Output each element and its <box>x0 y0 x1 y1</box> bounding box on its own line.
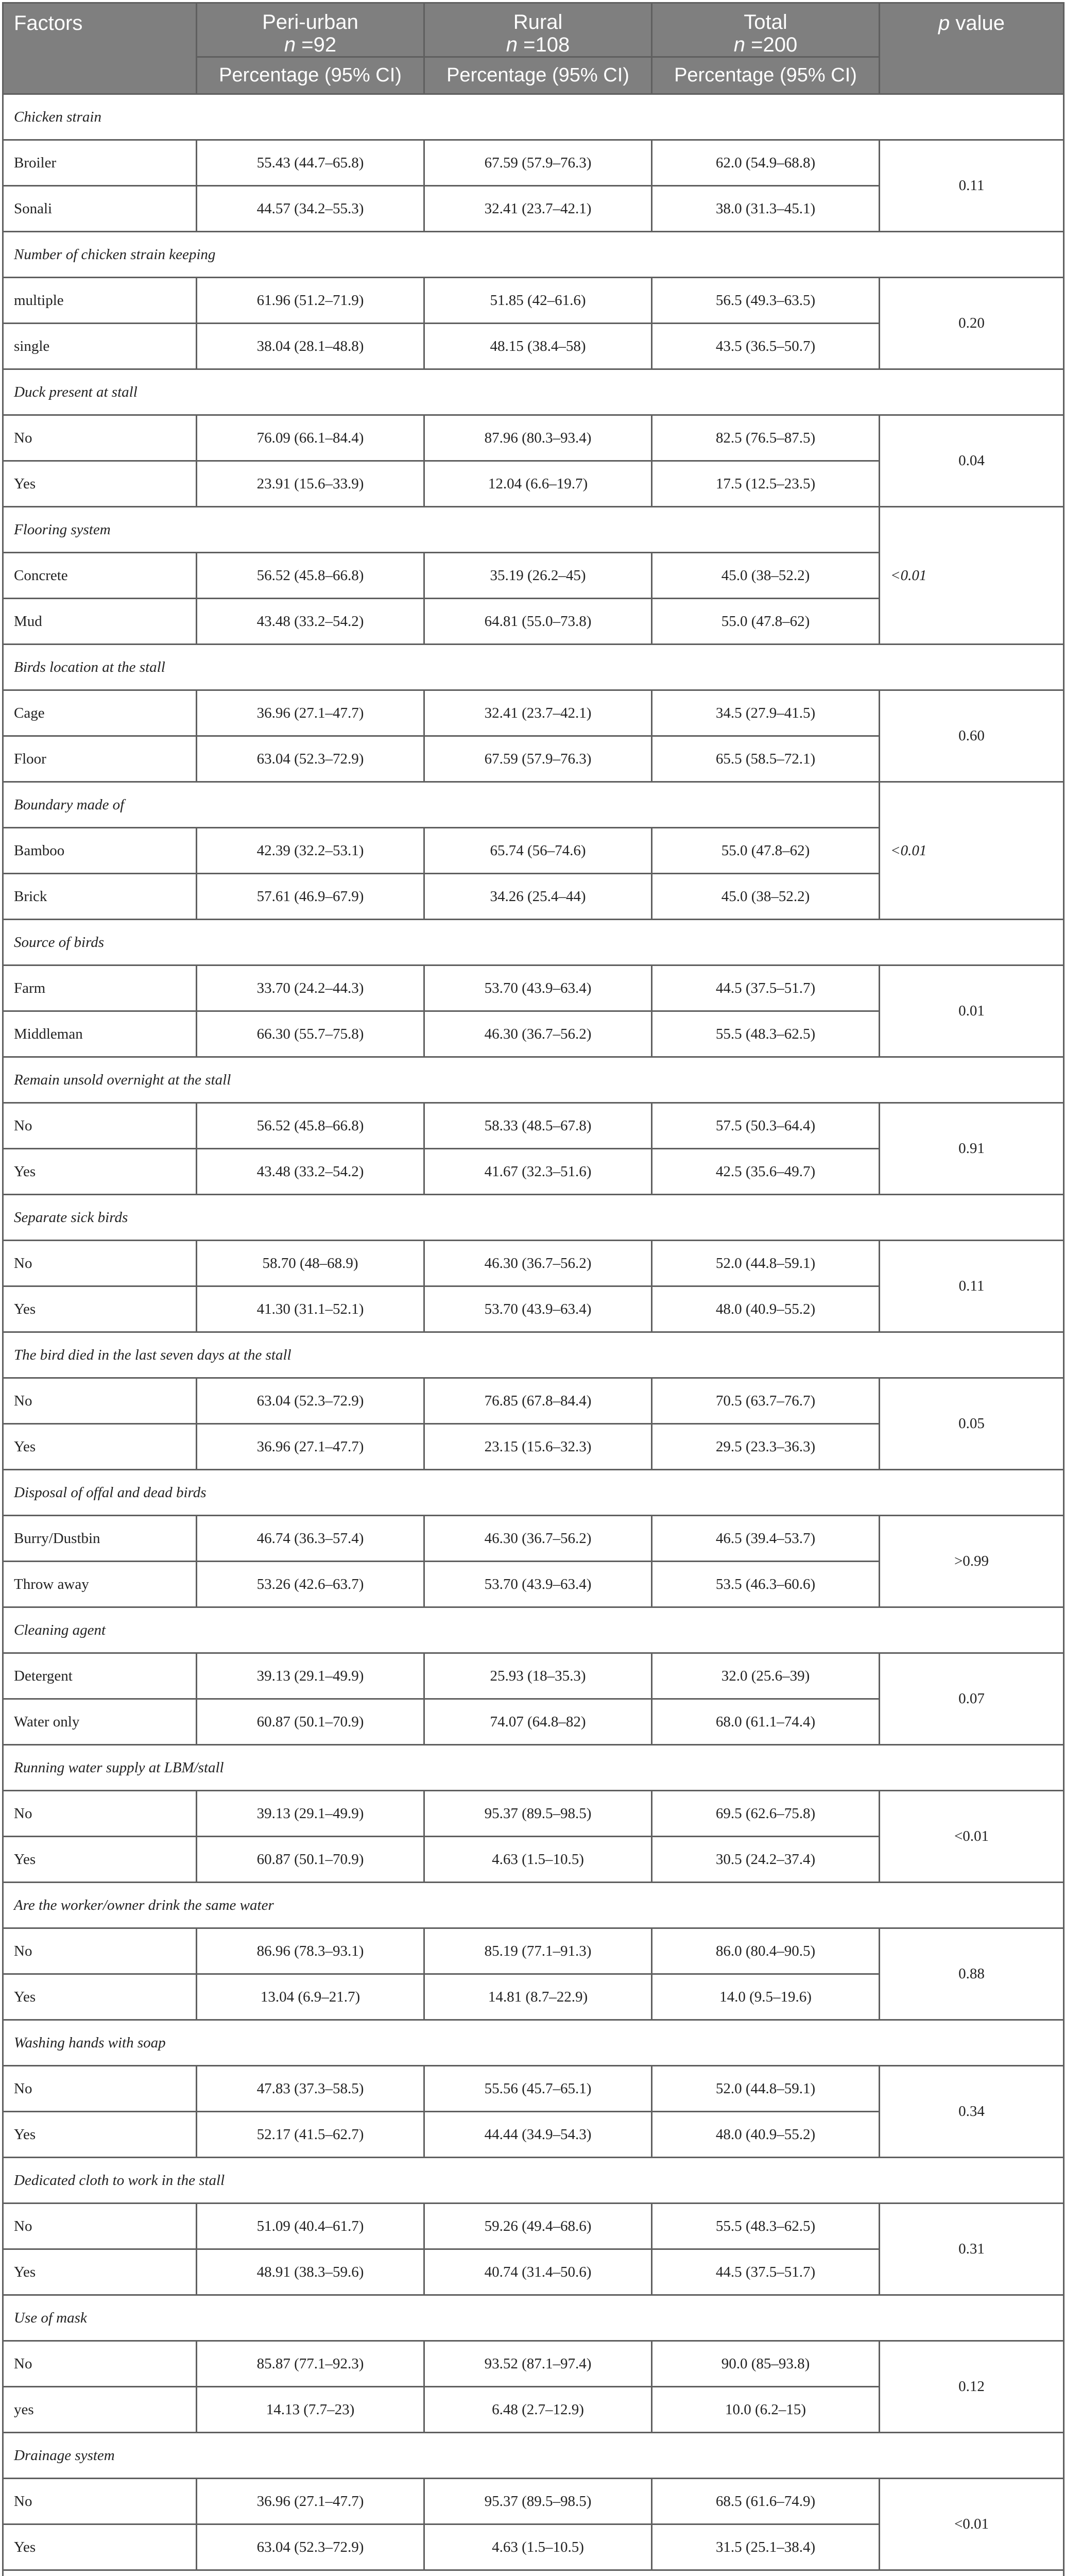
rural-value: 40.74 (31.4–50.6) <box>424 2249 652 2295</box>
section-title: Separate sick birds <box>3 1195 1064 1241</box>
total-value: 31.5 (25.1–38.4) <box>652 2524 880 2570</box>
row-label: Concrete <box>3 553 197 599</box>
peri-urban-value: 39.13 (29.1–49.9) <box>197 1791 424 1837</box>
peri-urban-value: 43.48 (33.2–54.2) <box>197 599 424 645</box>
table-row <box>3 1653 1064 1699</box>
rural-value: 53.70 (43.9–63.4) <box>424 965 652 1011</box>
section-title: Birds location at the stall <box>3 645 1064 690</box>
row-label: Floor <box>3 736 197 782</box>
header-n-label: n <box>734 33 745 56</box>
p-value: <0.01 <box>880 2479 1064 2570</box>
section-title: Are the worker/owner drink the same water <box>3 1883 1064 1928</box>
section-title-row <box>3 507 1064 553</box>
table-row <box>3 1928 1064 1974</box>
rural-value: 53.70 (43.9–63.4) <box>424 1286 652 1332</box>
total-value: 56.5 (49.3–63.5) <box>652 278 880 324</box>
total-value: 45.0 (38–52.2) <box>652 874 880 920</box>
row-label: No <box>3 2341 197 2387</box>
section-title <box>3 2570 1064 2576</box>
rural-value: 4.63 (1.5–10.5) <box>424 2524 652 2570</box>
row-label: Water only <box>3 1699 197 1745</box>
total-value: 53.5 (46.3–60.6) <box>652 1562 880 1607</box>
peri-urban-value: 61.96 (51.2–71.9) <box>197 278 424 324</box>
rural-value: 32.41 (23.7–42.1) <box>424 690 652 736</box>
total-value: 17.5 (12.5–23.5) <box>652 461 880 507</box>
peri-urban-value: 14.13 (7.7–23) <box>197 2387 424 2433</box>
section-title: Source of birds <box>3 920 1064 965</box>
section-title: Duck present at stall <box>3 369 1064 415</box>
row-label: Burry/Dustbin <box>3 1516 197 1562</box>
section-title: Washing hands with soap <box>3 2020 1064 2066</box>
peri-urban-value: 55.43 (44.7–65.8) <box>197 140 424 186</box>
p-value: 0.11 <box>880 1241 1064 1332</box>
table-row <box>3 415 1064 461</box>
section-title-row <box>3 645 1064 690</box>
rural-value: 46.30 (36.7–56.2) <box>424 1011 652 1057</box>
p-value: 0.05 <box>880 1378 1064 1470</box>
total-value: 52.0 (44.8–59.1) <box>652 2066 880 2112</box>
rural-value: 23.15 (15.6–32.3) <box>424 1424 652 1470</box>
header-group-name: Rural <box>425 11 651 33</box>
section-title-row <box>3 369 1064 415</box>
total-value: 55.0 (47.8–62) <box>652 599 880 645</box>
total-value: 14.0 (9.5–19.6) <box>652 1974 880 2020</box>
header-p-rest: value <box>950 12 1005 35</box>
p-value: 0.88 <box>880 1928 1064 2020</box>
peri-urban-value: 13.04 (6.9–21.7) <box>197 1974 424 2020</box>
header-n-label: n <box>284 33 296 56</box>
peri-urban-value: 60.87 (50.1–70.9) <box>197 1699 424 1745</box>
peri-urban-value: 85.87 (77.1–92.3) <box>197 2341 424 2387</box>
rural-value: 14.81 (8.7–22.9) <box>424 1974 652 2020</box>
row-label: Bamboo <box>3 828 197 874</box>
section-title-row <box>3 2433 1064 2479</box>
peri-urban-value: 51.09 (40.4–61.7) <box>197 2204 424 2249</box>
section-title-row <box>3 1057 1064 1103</box>
peri-urban-value: 39.13 (29.1–49.9) <box>197 1653 424 1699</box>
rural-value: 46.30 (36.7–56.2) <box>424 1516 652 1562</box>
row-label: No <box>3 1791 197 1837</box>
p-value: 0.60 <box>880 690 1064 782</box>
peri-urban-value: 36.96 (27.1–47.7) <box>197 2479 424 2524</box>
total-value: 68.0 (61.1–74.4) <box>652 1699 880 1745</box>
row-label: Yes <box>3 461 197 507</box>
section-title: Use of mask <box>3 2295 1064 2341</box>
total-value: 55.5 (48.3–62.5) <box>652 1011 880 1057</box>
rural-value: 35.19 (26.2–45) <box>424 553 652 599</box>
row-label: No <box>3 2204 197 2249</box>
total-value: 69.5 (62.6–75.8) <box>652 1791 880 1837</box>
table-row <box>3 1378 1064 1424</box>
p-value: 0.01 <box>880 965 1064 1057</box>
table-row <box>3 1791 1064 1837</box>
section-title: Drainage system <box>3 2433 1064 2479</box>
total-value: 44.5 (37.5–51.7) <box>652 965 880 1011</box>
peri-urban-value: 33.70 (24.2–44.3) <box>197 965 424 1011</box>
row-label: Yes <box>3 2524 197 2570</box>
peri-urban-value: 63.04 (52.3–72.9) <box>197 736 424 782</box>
row-label: Sonali <box>3 186 197 232</box>
p-value: >0.99 <box>880 1516 1064 1607</box>
peri-urban-value: 36.96 (27.1–47.7) <box>197 1424 424 1470</box>
rural-value: 55.56 (45.7–65.1) <box>424 2066 652 2112</box>
peri-urban-value: 60.87 (50.1–70.9) <box>197 1837 424 1883</box>
table-row <box>3 2204 1064 2249</box>
section-title: Dedicated cloth to work in the stall <box>3 2158 1064 2204</box>
total-value: 48.0 (40.9–55.2) <box>652 2112 880 2158</box>
peri-urban-value: 43.48 (33.2–54.2) <box>197 1149 424 1195</box>
p-value: 0.91 <box>880 1103 1064 1195</box>
total-value: 42.5 (35.6–49.7) <box>652 1149 880 1195</box>
row-label: multiple <box>3 278 197 324</box>
rural-value: 44.44 (34.9–54.3) <box>424 2112 652 2158</box>
total-value: 82.5 (76.5–87.5) <box>652 415 880 461</box>
section-title-row <box>3 2158 1064 2204</box>
rural-value: 87.96 (80.3–93.4) <box>424 415 652 461</box>
peri-urban-value: 57.61 (46.9–67.9) <box>197 874 424 920</box>
p-value: 0.31 <box>880 2204 1064 2295</box>
total-value: 70.5 (63.7–76.7) <box>652 1378 880 1424</box>
row-label: No <box>3 1378 197 1424</box>
header-p-letter: p <box>938 12 950 35</box>
total-value: 90.0 (85–93.8) <box>652 2341 880 2387</box>
p-value: 0.11 <box>880 140 1064 232</box>
total-value: 65.5 (58.5–72.1) <box>652 736 880 782</box>
row-label: No <box>3 2066 197 2112</box>
table-row <box>3 1241 1064 1286</box>
peri-urban-value: 86.96 (78.3–93.1) <box>197 1928 424 1974</box>
peri-urban-value: 52.17 (41.5–62.7) <box>197 2112 424 2158</box>
row-label: Yes <box>3 1974 197 2020</box>
section-title: Disposal of offal and dead birds <box>3 1470 1064 1516</box>
row-label: No <box>3 415 197 461</box>
section-title-row <box>3 782 1064 828</box>
peri-urban-value: 66.30 (55.7–75.8) <box>197 1011 424 1057</box>
table-row <box>3 2341 1064 2387</box>
section-title-row <box>3 1883 1064 1928</box>
row-label: Throw away <box>3 1562 197 1607</box>
data-table <box>2 2 1064 2576</box>
row-label: No <box>3 2479 197 2524</box>
row-label: Mud <box>3 599 197 645</box>
header-group-total <box>652 3 880 57</box>
rural-value: 65.74 (56–74.6) <box>424 828 652 874</box>
peri-urban-value: 41.30 (31.1–52.1) <box>197 1286 424 1332</box>
section-title-row <box>3 1332 1064 1378</box>
rural-value: 59.26 (49.4–68.6) <box>424 2204 652 2249</box>
section-title: Cleaning agent <box>3 1607 1064 1653</box>
header-p-value <box>880 3 1064 94</box>
total-value: 46.5 (39.4–53.7) <box>652 1516 880 1562</box>
p-value: 0.12 <box>880 2341 1064 2433</box>
rural-value: 34.26 (25.4–44) <box>424 874 652 920</box>
rural-value: 25.93 (18–35.3) <box>424 1653 652 1699</box>
total-value: 86.0 (80.4–90.5) <box>652 1928 880 1974</box>
section-title-row <box>3 2570 1064 2576</box>
section-title: Boundary made of <box>3 782 880 828</box>
rural-value: 48.15 (38.4–58) <box>424 324 652 369</box>
rural-value: 51.85 (42–61.6) <box>424 278 652 324</box>
total-value: 32.0 (25.6–39) <box>652 1653 880 1699</box>
rural-value: 46.30 (36.7–56.2) <box>424 1241 652 1286</box>
p-value: 0.20 <box>880 278 1064 369</box>
rural-value: 95.37 (89.5–98.5) <box>424 2479 652 2524</box>
peri-urban-value: 58.70 (48–68.9) <box>197 1241 424 1286</box>
header-group-peri-urban <box>197 3 424 57</box>
rural-value: 41.67 (32.3–51.6) <box>424 1149 652 1195</box>
total-value: 45.0 (38–52.2) <box>652 553 880 599</box>
peri-urban-value: 48.91 (38.3–59.6) <box>197 2249 424 2295</box>
section-title-row <box>3 920 1064 965</box>
total-value: 38.0 (31.3–45.1) <box>652 186 880 232</box>
peri-urban-value: 56.52 (45.8–66.8) <box>197 553 424 599</box>
row-label: Yes <box>3 2112 197 2158</box>
row-label: No <box>3 1103 197 1149</box>
rural-value: 76.85 (67.8–84.4) <box>424 1378 652 1424</box>
row-label: Brick <box>3 874 197 920</box>
total-value: 48.0 (40.9–55.2) <box>652 1286 880 1332</box>
section-title: Number of chicken strain keeping <box>3 232 1064 278</box>
p-value: <0.01 <box>880 507 1064 645</box>
section-title: Chicken strain <box>3 94 1064 140</box>
row-label: Yes <box>3 2249 197 2295</box>
row-label: Yes <box>3 1286 197 1332</box>
table-row <box>3 1103 1064 1149</box>
rural-value: 85.19 (77.1–91.3) <box>424 1928 652 1974</box>
p-value: 0.07 <box>880 1653 1064 1745</box>
rural-value: 95.37 (89.5–98.5) <box>424 1791 652 1837</box>
rural-value: 53.70 (43.9–63.4) <box>424 1562 652 1607</box>
header-group-name: Total <box>652 11 879 33</box>
header-n-value: =92 <box>301 33 336 56</box>
row-label: single <box>3 324 197 369</box>
peri-urban-value: 56.52 (45.8–66.8) <box>197 1103 424 1149</box>
row-label: Middleman <box>3 1011 197 1057</box>
peri-urban-value: 36.96 (27.1–47.7) <box>197 690 424 736</box>
rural-value: 67.59 (57.9–76.3) <box>424 736 652 782</box>
section-title: Flooring system <box>3 507 880 553</box>
rural-value: 58.33 (48.5–67.8) <box>424 1103 652 1149</box>
header-n-value: =200 <box>751 33 797 56</box>
section-title: The bird died in the last seven days at the stall <box>3 1332 1064 1378</box>
section-title-row <box>3 2295 1064 2341</box>
section-title-row <box>3 94 1064 140</box>
header-group-rural <box>424 3 652 57</box>
table-row <box>3 690 1064 736</box>
peri-urban-value: 63.04 (52.3–72.9) <box>197 2524 424 2570</box>
rural-value: 64.81 (55.0–73.8) <box>424 599 652 645</box>
p-value: <0.01 <box>880 782 1064 920</box>
total-value: 68.5 (61.6–74.9) <box>652 2479 880 2524</box>
peri-urban-value: 47.83 (37.3–58.5) <box>197 2066 424 2112</box>
row-label: Farm <box>3 965 197 1011</box>
peri-urban-value: 63.04 (52.3–72.9) <box>197 1378 424 1424</box>
peri-urban-value: 23.91 (15.6–33.9) <box>197 461 424 507</box>
header-row <box>3 3 1064 57</box>
rural-value: 6.48 (2.7–12.9) <box>424 2387 652 2433</box>
header-n-value: =108 <box>523 33 570 56</box>
row-label: Yes <box>3 1837 197 1883</box>
p-value: 0.04 <box>880 415 1064 507</box>
total-value: 55.0 (47.8–62) <box>652 828 880 874</box>
total-value: 62.0 (54.9–68.8) <box>652 140 880 186</box>
total-value: 57.5 (50.3–64.4) <box>652 1103 880 1149</box>
section-title: Running water supply at LBM/stall <box>3 1745 1064 1791</box>
header-factors: Factors <box>3 3 197 94</box>
section-title-row <box>3 1607 1064 1653</box>
rural-value: 32.41 (23.7–42.1) <box>424 186 652 232</box>
table-row <box>3 2479 1064 2524</box>
total-value: 30.5 (24.2–37.4) <box>652 1837 880 1883</box>
table-row <box>3 278 1064 324</box>
row-label: Detergent <box>3 1653 197 1699</box>
section-title-row <box>3 1745 1064 1791</box>
section-title-row <box>3 232 1064 278</box>
subheader-cell: Percentage (95% CI) <box>197 57 424 94</box>
total-value: 52.0 (44.8–59.1) <box>652 1241 880 1286</box>
rural-value: 12.04 (6.6–19.7) <box>424 461 652 507</box>
total-value: 43.5 (36.5–50.7) <box>652 324 880 369</box>
total-value: 34.5 (27.9–41.5) <box>652 690 880 736</box>
table-row <box>3 140 1064 186</box>
peri-urban-value: 53.26 (42.6–63.7) <box>197 1562 424 1607</box>
section-title-row <box>3 1470 1064 1516</box>
total-value: 44.5 (37.5–51.7) <box>652 2249 880 2295</box>
total-value: 10.0 (6.2–15) <box>652 2387 880 2433</box>
subheader-cell: Percentage (95% CI) <box>652 57 880 94</box>
row-label: yes <box>3 2387 197 2433</box>
rural-value: 67.59 (57.9–76.3) <box>424 140 652 186</box>
peri-urban-value: 38.04 (28.1–48.8) <box>197 324 424 369</box>
table-row <box>3 1516 1064 1562</box>
p-value: 0.34 <box>880 2066 1064 2158</box>
row-label: No <box>3 1241 197 1286</box>
peri-urban-value: 42.39 (32.2–53.1) <box>197 828 424 874</box>
table-row <box>3 2066 1064 2112</box>
header-n-label: n <box>506 33 518 56</box>
row-label: Yes <box>3 1424 197 1470</box>
table-row <box>3 965 1064 1011</box>
rural-value: 74.07 (64.8–82) <box>424 1699 652 1745</box>
row-label: Yes <box>3 1149 197 1195</box>
total-value: 55.5 (48.3–62.5) <box>652 2204 880 2249</box>
peri-urban-value: 76.09 (66.1–84.4) <box>197 415 424 461</box>
header-group-name: Peri-urban <box>197 11 423 33</box>
row-label: Cage <box>3 690 197 736</box>
peri-urban-value: 44.57 (34.2–55.3) <box>197 186 424 232</box>
rural-value: 4.63 (1.5–10.5) <box>424 1837 652 1883</box>
section-title-row <box>3 1195 1064 1241</box>
subheader-cell: Percentage (95% CI) <box>424 57 652 94</box>
total-value: 29.5 (23.3–36.3) <box>652 1424 880 1470</box>
p-value: <0.01 <box>880 1791 1064 1883</box>
rural-value: 93.52 (87.1–97.4) <box>424 2341 652 2387</box>
section-title-row <box>3 2020 1064 2066</box>
section-title: Remain unsold overnight at the stall <box>3 1057 1064 1103</box>
row-label: No <box>3 1928 197 1974</box>
row-label: Broiler <box>3 140 197 186</box>
peri-urban-value: 46.74 (36.3–57.4) <box>197 1516 424 1562</box>
